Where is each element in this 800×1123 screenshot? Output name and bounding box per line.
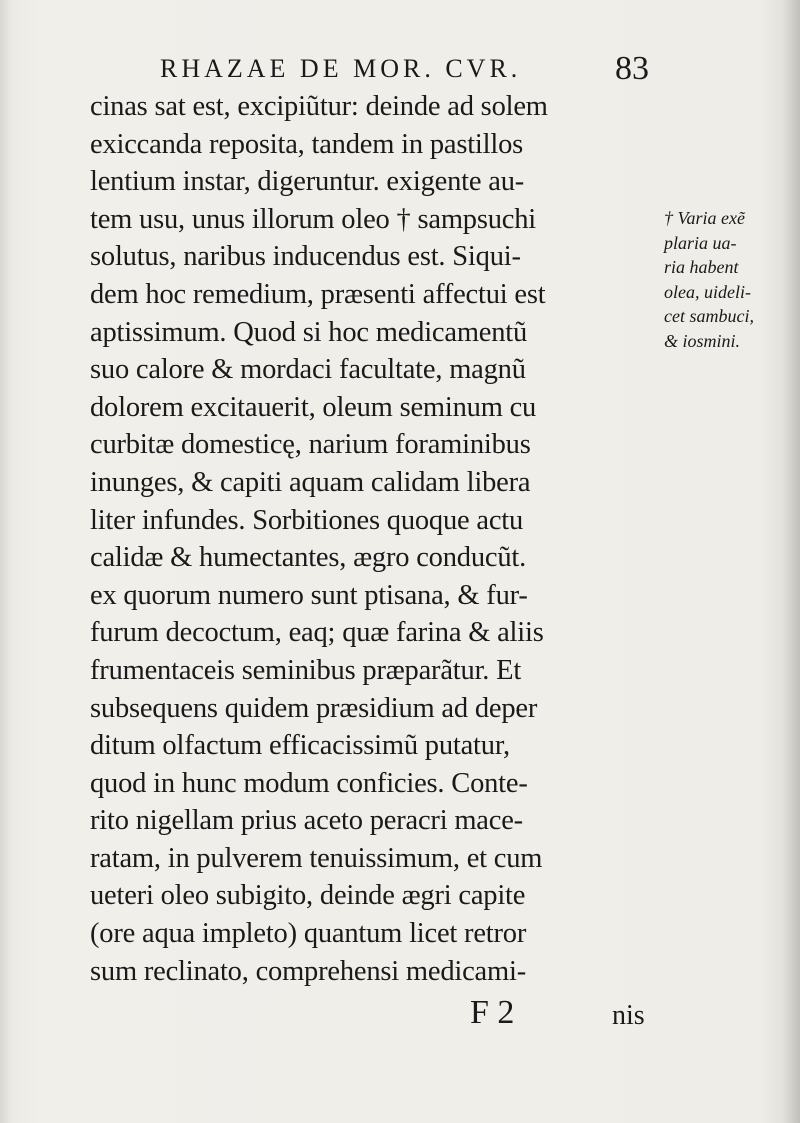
text-line: furum decoctum, eaq; quæ farina & aliis (90, 617, 544, 649)
text-line: subsequens quidem præsidium ad deper (90, 692, 538, 724)
text-line: sum reclinato, comprehensi medicami- (90, 955, 526, 987)
text-line: aptissimum. Quod si hoc medicamentũ (90, 316, 528, 348)
text-line: tem usu, unus illorum oleo † sampsuchi (90, 203, 536, 235)
folio-number: 83 (615, 50, 649, 87)
page-edge-shadow (782, 0, 800, 1123)
margin-note-line: & iosmini. (664, 330, 741, 351)
text-line: (ore aqua impleto) quantum licet retror (90, 918, 527, 950)
margin-note-line: † Varia exẽ (664, 208, 745, 228)
text-line: cinas sat est, excipiũtur: deinde ad solem (90, 91, 548, 122)
text-line: dolorem excitauerit, oleum seminum cu (90, 391, 537, 423)
text-line: suo calore & mordaci facultate, magnũ (90, 354, 526, 386)
text-line: inunges, & capiti aquam calidam libera (90, 466, 531, 498)
text-line: liter infundes. Sorbitiones quoque actu (90, 504, 524, 536)
text-line: dem hoc remedium, præsenti affectui est (90, 278, 546, 310)
text-line: ditum olfactum efficacissimũ putatur, (90, 730, 510, 762)
text-line: rito nigellam prius aceto peracri mace- (90, 805, 523, 837)
text-line: curbitæ domesticę, narium foraminibus (90, 429, 531, 461)
margin-note-line: ria habent (664, 257, 739, 277)
signature-mark: F 2 (470, 994, 515, 1031)
text-line: ueteri oleo subigito, deinde ægri capite (90, 880, 526, 912)
running-head (160, 50, 660, 90)
margin-note-line: cet sambuci, (664, 306, 754, 326)
text-line: ratam, in pulverem tenuissimum, et cum (90, 842, 543, 874)
text-line: solutus, naribus inducendus est. Siqui- (90, 241, 521, 273)
margin-note-line: olea, uideli- (664, 281, 751, 302)
catchword: nis (612, 1000, 645, 1031)
margin-note-line: plaria ua- (664, 232, 737, 253)
text-line: ex quorum numero sunt ptisana, & fur- (90, 579, 528, 611)
text-line: calidæ & humectantes, ægro conducũt. (90, 542, 527, 574)
text-line: lentium instar, digeruntur. exigente au- (90, 166, 525, 198)
body-text (90, 88, 660, 990)
running-title: RHAZAE DE MOR. CVR. (160, 54, 522, 83)
text-line: quod in hunc modum conficies. Conte- (90, 767, 528, 799)
text-line: frumentaceis seminibus præparãtur. Et (90, 654, 522, 686)
text-line: exiccanda reposita, tandem in pastillos (90, 128, 524, 160)
margin-note (664, 206, 794, 353)
